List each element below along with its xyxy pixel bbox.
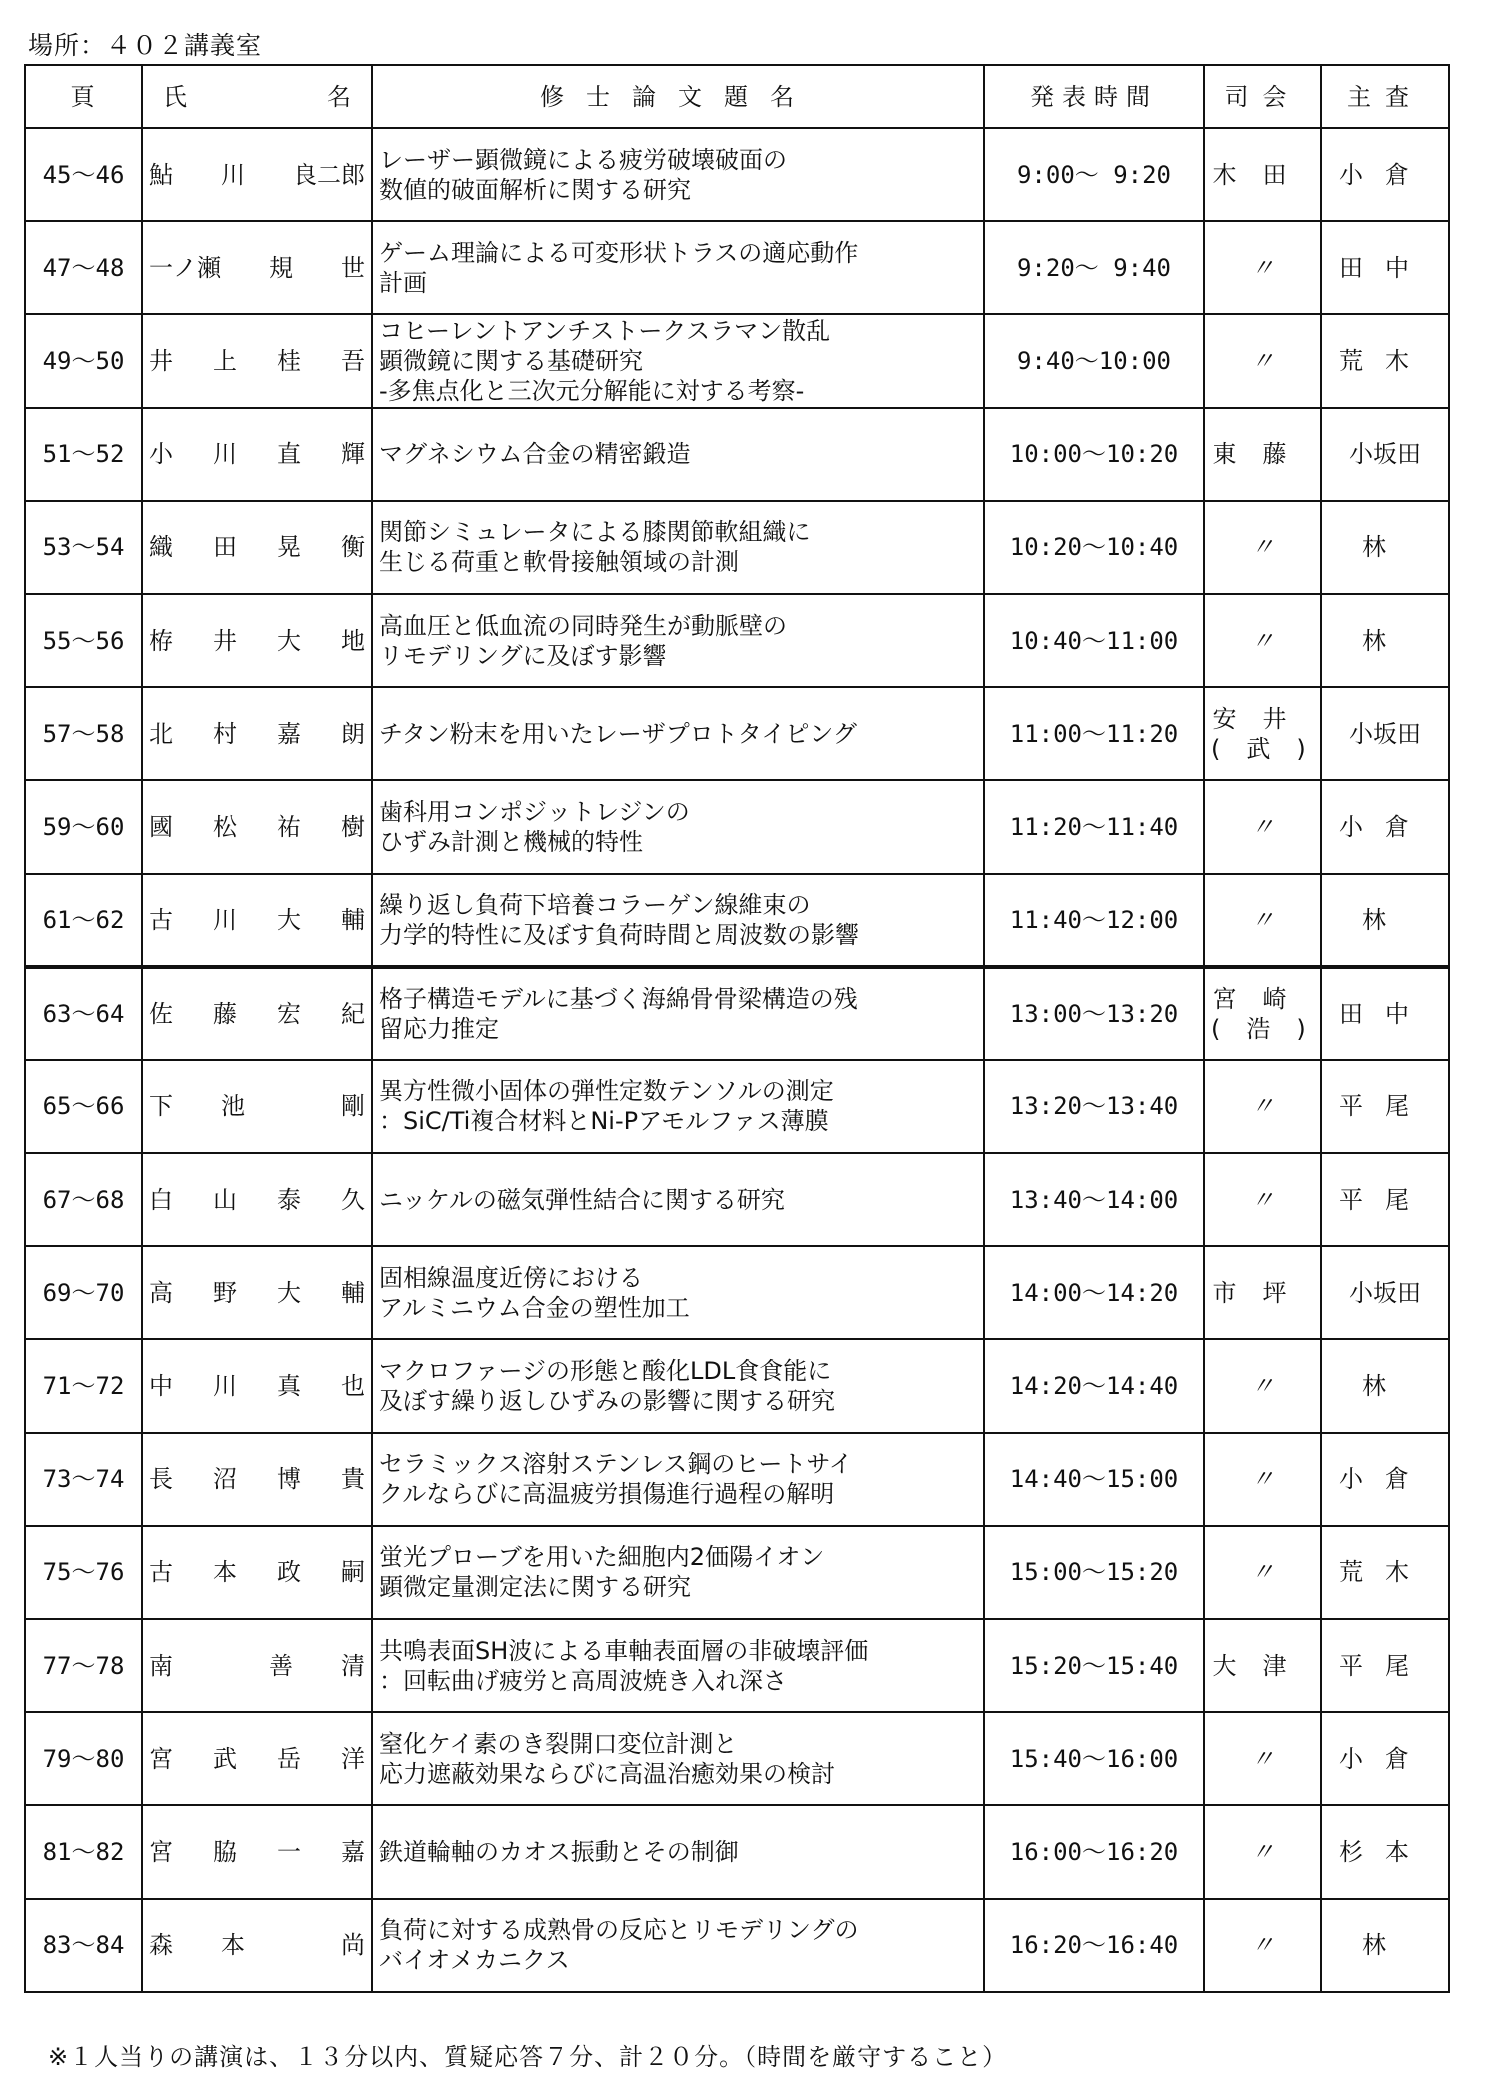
chair-person: 市坪 bbox=[1204, 1246, 1321, 1339]
name-part: 樹 bbox=[341, 812, 365, 841]
location-label: 場所：４０２講義室 bbox=[28, 31, 263, 60]
table-row bbox=[25, 687, 1449, 780]
chief-examiner: 林 bbox=[1321, 594, 1449, 687]
name-part: 脇 bbox=[213, 1837, 237, 1866]
name-part: 村 bbox=[213, 719, 237, 748]
thesis-title: 異方性微小固体の弾性定数テンソルの測定 ：SiC/Ti複合材料とNi-Pアモルファス薄膜 bbox=[372, 1060, 984, 1153]
table-row bbox=[25, 501, 1449, 594]
name-part: 善 bbox=[269, 1651, 293, 1680]
presentation-time: 15:20～15:40 bbox=[984, 1619, 1204, 1712]
chair-person: 木田 bbox=[1204, 128, 1321, 221]
page-range: 53～54 bbox=[25, 501, 142, 594]
presentation-time: 11:00～11:20 bbox=[984, 687, 1204, 780]
header-name bbox=[142, 65, 372, 128]
name-part: 小 bbox=[149, 440, 173, 469]
name-part: 川 bbox=[213, 905, 237, 934]
chair-person: 〃 bbox=[1204, 1433, 1321, 1526]
name-part: 佐 bbox=[149, 999, 173, 1028]
name-part: 泰 bbox=[277, 1185, 301, 1214]
presentation-time: 11:20～11:40 bbox=[984, 780, 1204, 873]
thesis-title: 高血圧と低血流の同時発生が動脈壁の リモデリングに及ぼす影響 bbox=[372, 594, 984, 687]
page-range: 63～64 bbox=[25, 967, 142, 1060]
chair-person: 〃 bbox=[1204, 314, 1321, 407]
page-range: 79～80 bbox=[25, 1712, 142, 1805]
name-part: 沼 bbox=[213, 1465, 237, 1494]
table-row bbox=[25, 1433, 1449, 1526]
schedule-rows bbox=[25, 128, 1449, 1992]
chief-examiner: 小坂田 bbox=[1321, 1246, 1449, 1339]
presentation-time: 10:00～10:20 bbox=[984, 408, 1204, 501]
chief-examiner: 小坂田 bbox=[1321, 408, 1449, 501]
name-part: 也 bbox=[341, 1372, 365, 1401]
presentation-time: 16:20～16:40 bbox=[984, 1899, 1204, 1992]
chief-examiner: 平尾 bbox=[1321, 1060, 1449, 1153]
name-part: 嗣 bbox=[341, 1558, 365, 1587]
thesis-title: コヒーレントアンチストークスラマン散乱 顕微鏡に関する基礎研究 -多焦点化と三次元分解能に対する考察- bbox=[372, 314, 984, 407]
name-part: 白 bbox=[149, 1185, 173, 1214]
footnote: ※１人当りの講演は、１３分以内、質疑応答７分、計２０分。（時間を厳守すること） bbox=[48, 2043, 1008, 2071]
presenter-name bbox=[142, 687, 372, 780]
name-part: 地 bbox=[341, 626, 365, 655]
name-part: 博 bbox=[277, 1465, 301, 1494]
thesis-title: チタン粉末を用いたレーザプロトタイピング bbox=[372, 687, 984, 780]
chair-person: 〃 bbox=[1204, 1526, 1321, 1619]
thesis-title: 繰り返し負荷下培養コラーゲン線維束の 力学的特性に及ぼす負荷時間と周波数の影響 bbox=[372, 874, 984, 967]
name-part: 剛 bbox=[341, 1092, 365, 1121]
name-part: 輝 bbox=[341, 440, 365, 469]
name-part: 衡 bbox=[341, 533, 365, 562]
name-part: 古 bbox=[149, 905, 173, 934]
name-part: 貴 bbox=[341, 1465, 365, 1494]
table-row bbox=[25, 1153, 1449, 1246]
chief-examiner: 荒木 bbox=[1321, 1526, 1449, 1619]
name-part: 南 bbox=[149, 1651, 173, 1680]
table-row bbox=[25, 780, 1449, 873]
name-part: 上 bbox=[213, 346, 237, 375]
presentation-time: 15:40～16:00 bbox=[984, 1712, 1204, 1805]
presenter-name bbox=[142, 1712, 372, 1805]
chair-person: 宮崎 (浩) bbox=[1204, 967, 1321, 1060]
name-part: 本 bbox=[213, 1558, 237, 1587]
name-part: 宮 bbox=[149, 1744, 173, 1773]
name-part: 紀 bbox=[341, 999, 365, 1028]
name-part: 井 bbox=[213, 626, 237, 655]
page-range: 57～58 bbox=[25, 687, 142, 780]
presenter-name bbox=[142, 1899, 372, 1992]
chief-examiner: 林 bbox=[1321, 1339, 1449, 1432]
chief-examiner: 小倉 bbox=[1321, 128, 1449, 221]
table-row bbox=[25, 1712, 1449, 1805]
table-row bbox=[25, 1246, 1449, 1339]
chair-person: 〃 bbox=[1204, 1060, 1321, 1153]
chair-person: 安井 (武) bbox=[1204, 687, 1321, 780]
name-part: 野 bbox=[213, 1278, 237, 1307]
chair-person: 〃 bbox=[1204, 780, 1321, 873]
chief-examiner: 小倉 bbox=[1321, 1712, 1449, 1805]
thesis-title: 共鳴表面SH波による車軸表面層の非破壊評価 ：回転曲げ疲労と高周波焼き入れ深さ bbox=[372, 1619, 984, 1712]
chair-person: 〃 bbox=[1204, 1805, 1321, 1898]
thesis-title: セラミックス溶射ステンレス鋼のヒートサイ クルならびに高温疲労損傷進行過程の解明 bbox=[372, 1433, 984, 1526]
table-header-row bbox=[25, 65, 1449, 128]
header-name-right: 名 bbox=[327, 82, 351, 111]
presenter-name bbox=[142, 967, 372, 1060]
table-row bbox=[25, 967, 1449, 1060]
name-part: 長 bbox=[149, 1465, 173, 1494]
chief-examiner: 田中 bbox=[1321, 967, 1449, 1060]
table-row bbox=[25, 1805, 1449, 1898]
name-part: 武 bbox=[213, 1744, 237, 1773]
name-part: 古 bbox=[149, 1558, 173, 1587]
page-range: 49～50 bbox=[25, 314, 142, 407]
chief-examiner: 杉本 bbox=[1321, 1805, 1449, 1898]
presenter-name bbox=[142, 1619, 372, 1712]
presenter-name bbox=[142, 1153, 372, 1246]
presenter-name bbox=[142, 1526, 372, 1619]
thesis-title: ニッケルの磁気弾性結合に関する研究 bbox=[372, 1153, 984, 1246]
presentation-time: 9:20～ 9:40 bbox=[984, 221, 1204, 314]
presenter-name bbox=[142, 780, 372, 873]
thesis-title: 鉄道輪軸のカオス振動とその制御 bbox=[372, 1805, 984, 1898]
thesis-title: 負荷に対する成熟骨の反応とリモデリングの バイオメカニクス bbox=[372, 1899, 984, 1992]
chief-examiner: 小倉 bbox=[1321, 780, 1449, 873]
thesis-title: レーザー顕微鏡による疲労破壊破面の 数値的破面解析に関する研究 bbox=[372, 128, 984, 221]
name-part: 大 bbox=[277, 1278, 301, 1307]
name-part: 鮎 bbox=[149, 160, 173, 189]
name-part: 尚 bbox=[341, 1931, 365, 1960]
header-time: 発表時間 bbox=[984, 65, 1204, 128]
table-row bbox=[25, 408, 1449, 501]
name-part: 洋 bbox=[341, 1744, 365, 1773]
presenter-name bbox=[142, 1433, 372, 1526]
thesis-title: 窒化ケイ素のき裂開口変位計測と 応力遮蔽効果ならびに高温治癒効果の検討 bbox=[372, 1712, 984, 1805]
name-part: 朗 bbox=[341, 719, 365, 748]
name-part: 本 bbox=[221, 1931, 245, 1960]
name-part: 吾 bbox=[341, 346, 365, 375]
page-range: 59～60 bbox=[25, 780, 142, 873]
name-part: 清 bbox=[341, 1651, 365, 1680]
table-row bbox=[25, 128, 1449, 221]
presentation-time: 10:40～11:00 bbox=[984, 594, 1204, 687]
name-part: 井 bbox=[149, 346, 173, 375]
presentation-time: 15:00～15:20 bbox=[984, 1526, 1204, 1619]
presenter-name bbox=[142, 1060, 372, 1153]
presentation-time: 9:40～10:00 bbox=[984, 314, 1204, 407]
name-part: 栫 bbox=[149, 626, 173, 655]
presenter-name bbox=[142, 1805, 372, 1898]
chair-person: 〃 bbox=[1204, 1153, 1321, 1246]
page-range: 65～66 bbox=[25, 1060, 142, 1153]
page-range: 77～78 bbox=[25, 1619, 142, 1712]
name-part: 大 bbox=[277, 626, 301, 655]
presentation-schedule-table bbox=[24, 64, 1450, 1993]
table-row bbox=[25, 1899, 1449, 1992]
presenter-name bbox=[142, 408, 372, 501]
thesis-title: 格子構造モデルに基づく海綿骨骨梁構造の残 留応力推定 bbox=[372, 967, 984, 1060]
name-part: 世 bbox=[341, 253, 365, 282]
presentation-time: 13:40～14:00 bbox=[984, 1153, 1204, 1246]
chair-person: 〃 bbox=[1204, 1712, 1321, 1805]
chief-examiner: 林 bbox=[1321, 501, 1449, 594]
page-range: 47～48 bbox=[25, 221, 142, 314]
chief-examiner: 林 bbox=[1321, 1899, 1449, 1992]
name-part: 森 bbox=[149, 1931, 173, 1960]
name-part: 直 bbox=[277, 440, 301, 469]
name-part: 宏 bbox=[277, 999, 301, 1028]
name-part: 大 bbox=[277, 905, 301, 934]
table-row bbox=[25, 594, 1449, 687]
name-part: 嘉 bbox=[277, 719, 301, 748]
header-page: 頁 bbox=[25, 65, 142, 128]
page-range: 81～82 bbox=[25, 1805, 142, 1898]
name-part: 久 bbox=[341, 1185, 365, 1214]
page-range: 51～52 bbox=[25, 408, 142, 501]
name-part: 一ノ瀬 bbox=[149, 253, 221, 282]
name-part: 田 bbox=[213, 533, 237, 562]
chair-person: 〃 bbox=[1204, 501, 1321, 594]
chief-examiner: 小坂田 bbox=[1321, 687, 1449, 780]
page-range: 55～56 bbox=[25, 594, 142, 687]
name-part: 一 bbox=[277, 1837, 301, 1866]
presenter-name bbox=[142, 594, 372, 687]
presenter-name bbox=[142, 1246, 372, 1339]
presenter-name bbox=[142, 1339, 372, 1432]
page-range: 69～70 bbox=[25, 1246, 142, 1339]
name-part: 政 bbox=[277, 1558, 301, 1587]
name-part: 桂 bbox=[277, 346, 301, 375]
name-part: 真 bbox=[277, 1372, 301, 1401]
table-row bbox=[25, 874, 1449, 967]
table-row bbox=[25, 1619, 1449, 1712]
page-range: 45～46 bbox=[25, 128, 142, 221]
chair-person: 大津 bbox=[1204, 1619, 1321, 1712]
name-part: 藤 bbox=[213, 999, 237, 1028]
presenter-name bbox=[142, 221, 372, 314]
name-part: 松 bbox=[213, 812, 237, 841]
chair-person: 東藤 bbox=[1204, 408, 1321, 501]
name-part: 北 bbox=[149, 719, 173, 748]
name-part: 川 bbox=[213, 1372, 237, 1401]
presentation-time: 13:20～13:40 bbox=[984, 1060, 1204, 1153]
chief-examiner: 平尾 bbox=[1321, 1619, 1449, 1712]
name-part: 輔 bbox=[341, 905, 365, 934]
name-part: 岳 bbox=[277, 1744, 301, 1773]
page-range: 71～72 bbox=[25, 1339, 142, 1432]
thesis-title: マグネシウム合金の精密鍛造 bbox=[372, 408, 984, 501]
name-part: 嘉 bbox=[341, 1837, 365, 1866]
presenter-name bbox=[142, 314, 372, 407]
page-range: 73～74 bbox=[25, 1433, 142, 1526]
table-row bbox=[25, 1526, 1449, 1619]
header-thesis-title: 修士論文題名 bbox=[372, 65, 984, 128]
chief-examiner: 平尾 bbox=[1321, 1153, 1449, 1246]
presentation-time: 14:20～14:40 bbox=[984, 1339, 1204, 1432]
name-part: 宮 bbox=[149, 1837, 173, 1866]
chair-person: 〃 bbox=[1204, 1339, 1321, 1432]
header-chair: 司会 bbox=[1204, 65, 1321, 128]
page-range: 67～68 bbox=[25, 1153, 142, 1246]
page-range: 61～62 bbox=[25, 874, 142, 967]
presentation-time: 14:40～15:00 bbox=[984, 1433, 1204, 1526]
name-part: 高 bbox=[149, 1278, 173, 1307]
header-name-left: 氏 bbox=[163, 82, 187, 111]
name-part: 川 bbox=[221, 160, 245, 189]
chair-person: 〃 bbox=[1204, 1899, 1321, 1992]
name-part: 晃 bbox=[277, 533, 301, 562]
name-part: 中 bbox=[149, 1372, 173, 1401]
name-part: 國 bbox=[149, 812, 173, 841]
chair-person: 〃 bbox=[1204, 221, 1321, 314]
table-row bbox=[25, 314, 1449, 407]
thesis-title: 固相線温度近傍における アルミニウム合金の塑性加工 bbox=[372, 1246, 984, 1339]
name-part: 織 bbox=[149, 533, 173, 562]
presenter-name bbox=[142, 128, 372, 221]
chief-examiner: 田中 bbox=[1321, 221, 1449, 314]
presentation-time: 13:00～13:20 bbox=[984, 967, 1204, 1060]
presentation-time: 10:20～10:40 bbox=[984, 501, 1204, 594]
name-part: 輔 bbox=[341, 1278, 365, 1307]
table-row bbox=[25, 1060, 1449, 1153]
thesis-title: 関節シミュレータによる膝関節軟組織に 生じる荷重と軟骨接触領域の計測 bbox=[372, 501, 984, 594]
name-part: 下 bbox=[149, 1092, 173, 1121]
page-range: 83～84 bbox=[25, 1899, 142, 1992]
presenter-name bbox=[142, 874, 372, 967]
chief-examiner: 林 bbox=[1321, 874, 1449, 967]
chief-examiner: 荒木 bbox=[1321, 314, 1449, 407]
page-range: 75～76 bbox=[25, 1526, 142, 1619]
name-part: 川 bbox=[213, 440, 237, 469]
chair-person: 〃 bbox=[1204, 594, 1321, 687]
thesis-title: 蛍光プローブを用いた細胞内2価陽イオン 顕微定量測定法に関する研究 bbox=[372, 1526, 984, 1619]
presenter-name bbox=[142, 501, 372, 594]
presentation-time: 9:00～ 9:20 bbox=[984, 128, 1204, 221]
thesis-title: ゲーム理論による可変形状トラスの適応動作 計画 bbox=[372, 221, 984, 314]
chair-person: 〃 bbox=[1204, 874, 1321, 967]
name-part: 山 bbox=[213, 1185, 237, 1214]
table-row bbox=[25, 1339, 1449, 1432]
thesis-title: マクロファージの形態と酸化LDL食食能に 及ぼす繰り返しひずみの影響に関する研究 bbox=[372, 1339, 984, 1432]
thesis-title: 歯科用コンポジットレジンの ひずみ計測と機械的特性 bbox=[372, 780, 984, 873]
presentation-time: 14:00～14:20 bbox=[984, 1246, 1204, 1339]
table-row bbox=[25, 221, 1449, 314]
name-part: 祐 bbox=[277, 812, 301, 841]
presentation-time: 16:00～16:20 bbox=[984, 1805, 1204, 1898]
name-part: 良二郎 bbox=[293, 160, 365, 189]
name-part: 池 bbox=[221, 1092, 245, 1121]
chief-examiner: 小倉 bbox=[1321, 1433, 1449, 1526]
name-part: 規 bbox=[269, 253, 293, 282]
header-chief-examiner: 主査 bbox=[1321, 65, 1449, 128]
presentation-time: 11:40～12:00 bbox=[984, 874, 1204, 967]
